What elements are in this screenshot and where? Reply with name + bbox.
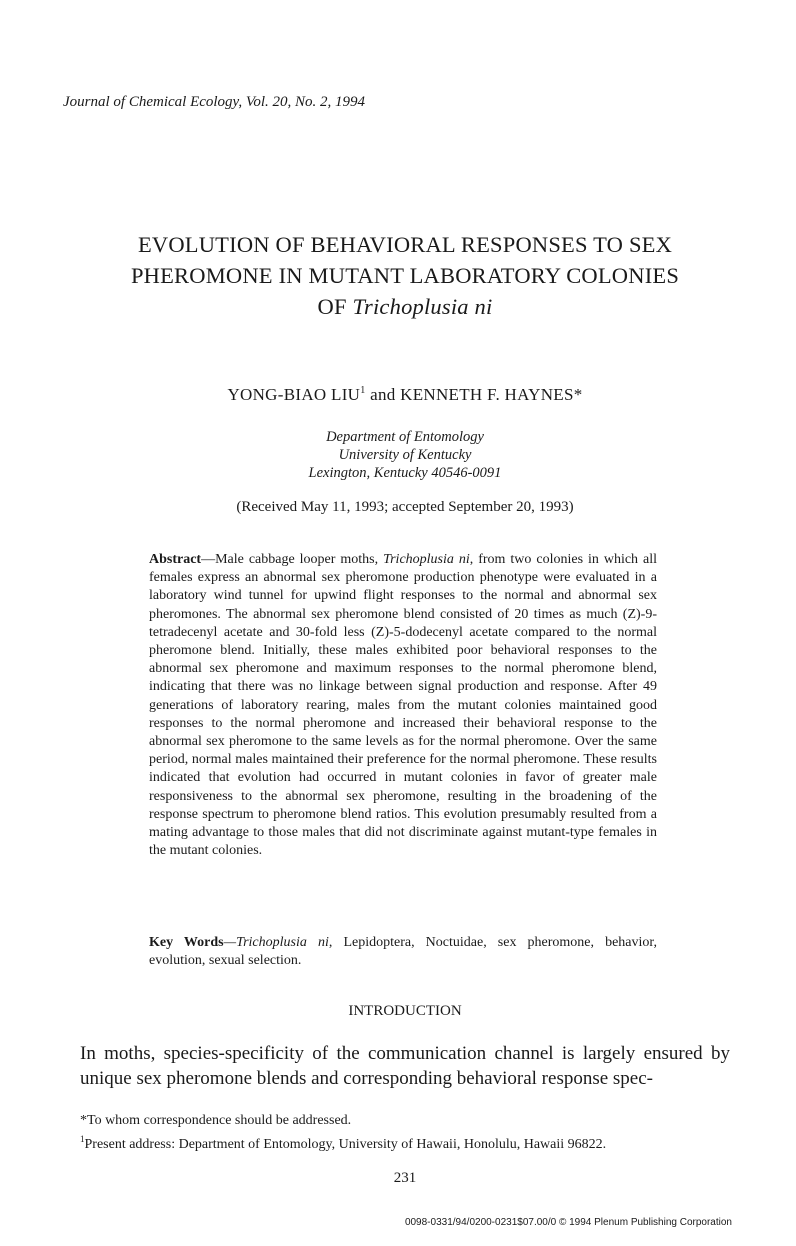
abstract-text-part-1: —Male cabbage looper moths, <box>201 552 384 567</box>
received-dates: (Received May 11, 1993; accepted September 20, 1993) <box>236 499 574 515</box>
paper-title <box>60 229 750 322</box>
title-line-1: EVOLUTION OF BEHAVIORAL RESPONSES TO SEX <box>137 232 673 257</box>
key-words-list: , Lepidoptera, Noctuidae, sex pheromone, behavior, evolution, sexual selection. <box>149 935 658 969</box>
footnote-present-address <box>80 1130 740 1154</box>
affiliation-department: Department of Entomology <box>326 429 484 445</box>
key-words-dash: — <box>223 935 237 950</box>
abstract-label: Abstract <box>149 552 202 567</box>
key-words-species: Trichoplusia ni <box>236 935 329 950</box>
page-number: 231 <box>393 1170 417 1186</box>
journal-citation: Journal of Chemical Ecology, Vol. 20, No. 2, 1994 <box>63 94 366 110</box>
title-of: OF <box>317 294 347 319</box>
introduction-heading: INTRODUCTION <box>348 1003 462 1019</box>
key-words-label: Key Words <box>149 935 224 950</box>
key-words <box>149 934 657 970</box>
author-1-footnote-mark: 1 <box>360 385 366 396</box>
affiliation-university: University of Kentucky <box>338 447 472 463</box>
introduction-text: In moths, species-specificity of the communication channel is largely ensured by unique sex pheromone blends and corresponding behavioral response spec- <box>80 1043 730 1089</box>
abstract-species: Trichoplusia ni <box>383 552 470 567</box>
author-2: KENNETH F. HAYNES* <box>400 385 583 404</box>
title-line-2: PHEROMONE IN MUTANT LABORATORY COLONIES <box>130 263 680 288</box>
author-conjunction: and <box>370 385 396 404</box>
abstract-text-part-2: , from two colonies in which all females express an abnormal sex pheromone production phenotype were evaluated in a laboratory wind tunnel for upwind flight responses to the normal and abnormal sex pheromones. The abnormal sex pheromone blend consisted of 20 times as much (Z)-9-tetradecenyl acetate and 30-fold less (Z)-5-dodecenyl acetate compared to the normal pheromone blend. Initially, these males exhibited poor behavioral responses to the abnormal sex pheromone and maximum responses to the normal pheromone blend, indicating that there was no linkage between signal production and response. After 49 generations of laboratory rearing, males from the mutant colonies maintained good responses to the normal pheromone and increased their behavioral response to the abnormal sex pheromone to the same levels as for the normal pheromone. Over the same period, normal males maintained their preference for the normal pheromone. These results indicated that evolution had occurred in mutant colonies in favor of greater male responsiveness to the abnormal sex pheromone, resulting in the broadening of the response spectrum to pheromone blend ratios. This evolution presumably resulted from a mating advantage to those males that did not discriminate against mutant-type females in the mutant colonies. <box>149 552 658 859</box>
title-species: Trichoplusia ni <box>352 294 493 319</box>
title-line-3 <box>60 291 750 322</box>
affiliation <box>60 428 750 482</box>
footnote-mark: 1 <box>80 1134 85 1144</box>
author-1: YONG-BIAO LIU <box>227 385 361 404</box>
copyright-line: 0098-0331/94/0200-0231$07.00/0 © 1994 Plenum Publishing Corporation <box>404 1217 732 1228</box>
abstract <box>149 551 657 860</box>
author-list <box>60 385 750 405</box>
affiliation-city: Lexington, Kentucky 40546-0091 <box>308 465 502 481</box>
footnote-correspondence: *To whom correspondence should be addressed. <box>80 1113 352 1128</box>
footnote-present-address-text: Present address: Department of Entomology, University of Hawaii, Honolulu, Hawaii 96822. <box>84 1137 607 1152</box>
